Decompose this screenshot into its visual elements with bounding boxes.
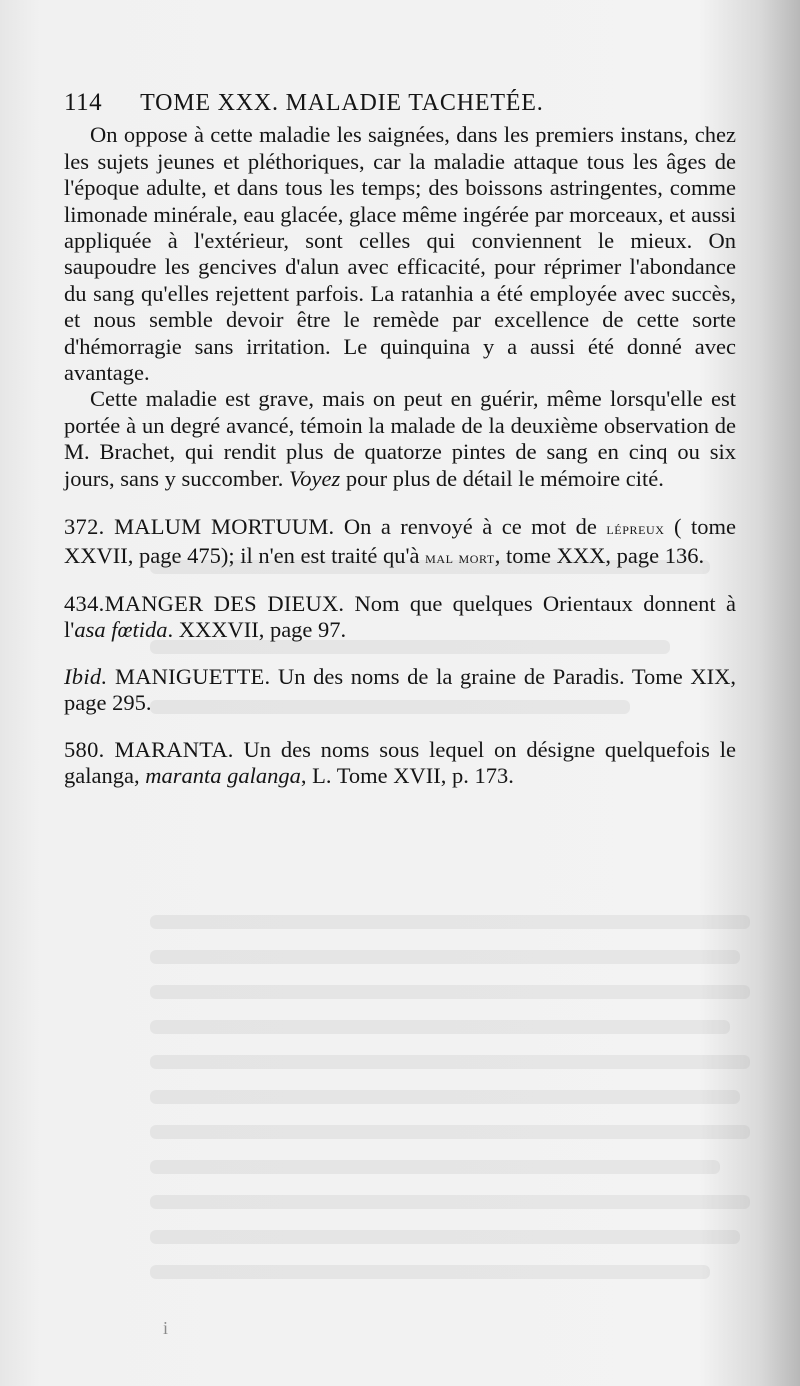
entry-malum-mortuum [64, 514, 736, 571]
cross-ref-mal-mort: mal mort [425, 547, 495, 567]
entry-headword: MALUM MORTUUM. [114, 514, 335, 540]
paragraph-prognosis-tail: pour plus de détail le mémoire cité. [340, 465, 664, 491]
entry-text: On a renvoyé à ce mot de [334, 514, 607, 540]
page-text [64, 90, 736, 789]
entry-italic: maranta galanga [145, 762, 301, 788]
page-number: 114 [64, 89, 103, 116]
entry-text: Nom que quelques Orientaux donnent à l' [64, 590, 736, 643]
entry-number: 434. [64, 590, 105, 616]
cross-ref-lepreux: lépreux [606, 519, 665, 539]
paragraph-prognosis [64, 386, 736, 492]
paragraph-treatment: On oppose à cette maladie les saignées, dans les premiers instans, chez les sujets jeunes et pléthoriques, car la maladie attaque tous les âges de l'époque adulte, et dans tous les temps; des boissons astringentes, comme limonade minérale, eau glacée, glace même ingérée par morceaux, et aussi appliquée à l'extérieur, sont celles qui conviennent le mieux. On saupoudre les gencives d'alun avec efficacité, pour réprimer l'abondance du sang qu'elles rejettent parfois. La ratanhia a été employée avec succès, et nous semble devoir être le remède par excellence de cette sorte d'hémorragie sans irritation. Le quinquina y a aussi été donné avec avantage. [64, 122, 736, 386]
running-header [64, 90, 736, 116]
entry-headword: MANGER DES DIEUX. [104, 590, 345, 616]
entry-italic: asa fœtida [74, 617, 168, 643]
entry-text: , L. Tome XVII, p. 173. [300, 762, 514, 788]
entry-manger-des-dieux [64, 591, 736, 644]
entry-maniguette [64, 664, 736, 717]
entry-headword: MARANTA. [114, 736, 234, 762]
entry-number: 580. [64, 736, 105, 762]
entry-text: ( tome XXVII, page 475); il n'en est traité qu'à [64, 514, 737, 568]
entry-headword: MANIGUETTE. [115, 663, 271, 689]
entry-maranta [64, 737, 736, 790]
entry-number: 372. [64, 514, 105, 540]
entry-text: Un des noms de la graine de Paradis. Tome XIX, page 295. [64, 663, 736, 716]
paragraph-prognosis-text: Cette maladie est grave, mais on peut en guérir, même lorsqu'elle est portée à un degré avancé, témoin la malade de la deuxième observation de M. Brachet, qui rendit plus de quatorze pintes de sang en cinq ou six jours, sans y succomber. [64, 386, 736, 491]
entry-text: . XXXVII, page 97. [167, 617, 347, 643]
running-title: TOME XXX. MALADIE TACHETÉE. [140, 90, 544, 116]
footer-mark: i [163, 1318, 169, 1338]
entry-text: , tome XXX, page 136. [494, 542, 705, 568]
voyez-word: Voyez [288, 465, 341, 491]
entry-number: Ibid. [64, 663, 108, 689]
entry-text: Un des noms sous lequel on désigne quelquefois le galanga, [64, 736, 736, 788]
